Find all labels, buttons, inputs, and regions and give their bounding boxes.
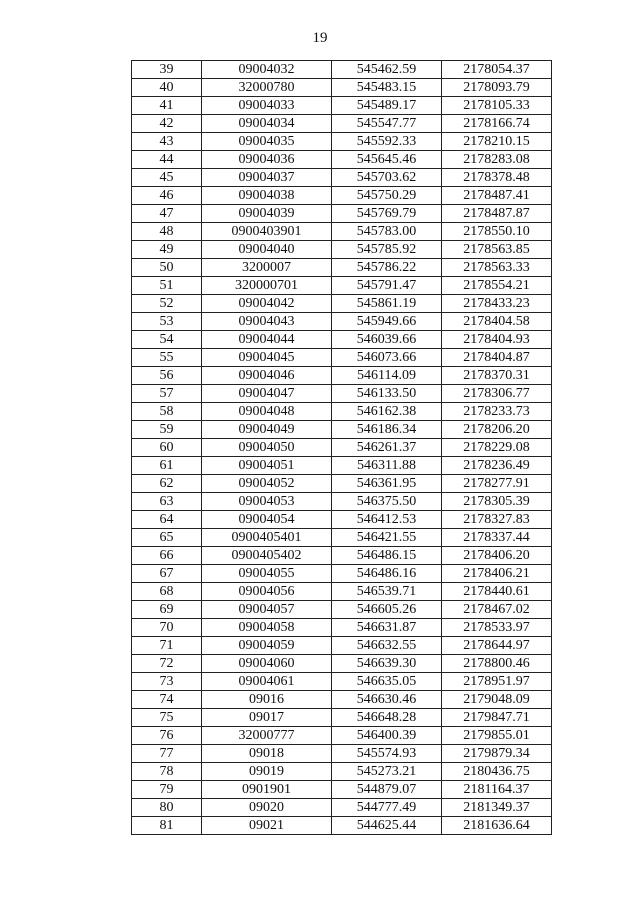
y-coordinate-cell: 2181636.64 xyxy=(442,817,552,835)
point-code-cell: 09004037 xyxy=(202,169,332,187)
point-code-cell: 09004048 xyxy=(202,403,332,421)
x-coordinate-cell: 546186.34 xyxy=(332,421,442,439)
y-coordinate-cell: 2178554.21 xyxy=(442,277,552,295)
table-row xyxy=(132,187,552,205)
table-row xyxy=(132,655,552,673)
point-number-cell: 65 xyxy=(132,529,202,547)
table-row xyxy=(132,133,552,151)
x-coordinate-cell: 546261.37 xyxy=(332,439,442,457)
x-coordinate-cell: 546486.16 xyxy=(332,565,442,583)
y-coordinate-cell: 2178105.33 xyxy=(442,97,552,115)
point-code-cell: 09004047 xyxy=(202,385,332,403)
point-code-cell: 09004042 xyxy=(202,295,332,313)
y-coordinate-cell: 2178533.97 xyxy=(442,619,552,637)
point-number-cell: 54 xyxy=(132,331,202,349)
point-code-cell: 09004050 xyxy=(202,439,332,457)
table-row xyxy=(132,385,552,403)
x-coordinate-cell: 546400.39 xyxy=(332,727,442,745)
point-number-cell: 64 xyxy=(132,511,202,529)
y-coordinate-cell: 2181349.37 xyxy=(442,799,552,817)
point-code-cell: 09004058 xyxy=(202,619,332,637)
x-coordinate-cell: 545703.62 xyxy=(332,169,442,187)
x-coordinate-cell: 545783.00 xyxy=(332,223,442,241)
table-row xyxy=(132,223,552,241)
y-coordinate-cell: 2178370.31 xyxy=(442,367,552,385)
x-coordinate-cell: 545786.22 xyxy=(332,259,442,277)
point-code-cell: 09016 xyxy=(202,691,332,709)
table-row xyxy=(132,583,552,601)
point-code-cell: 09004045 xyxy=(202,349,332,367)
point-code-cell: 09004033 xyxy=(202,97,332,115)
point-number-cell: 78 xyxy=(132,763,202,781)
table-row xyxy=(132,421,552,439)
x-coordinate-cell: 545785.92 xyxy=(332,241,442,259)
point-number-cell: 48 xyxy=(132,223,202,241)
point-number-cell: 71 xyxy=(132,637,202,655)
point-code-cell: 09004046 xyxy=(202,367,332,385)
point-number-cell: 49 xyxy=(132,241,202,259)
point-code-cell: 09020 xyxy=(202,799,332,817)
x-coordinate-cell: 546039.66 xyxy=(332,331,442,349)
point-code-cell: 09004032 xyxy=(202,61,332,79)
point-code-cell: 09004040 xyxy=(202,241,332,259)
y-coordinate-cell: 2178563.33 xyxy=(442,259,552,277)
point-number-cell: 63 xyxy=(132,493,202,511)
x-coordinate-cell: 545574.93 xyxy=(332,745,442,763)
x-coordinate-cell: 546630.46 xyxy=(332,691,442,709)
point-number-cell: 53 xyxy=(132,313,202,331)
y-coordinate-cell: 2178433.23 xyxy=(442,295,552,313)
y-coordinate-cell: 2178283.08 xyxy=(442,151,552,169)
table-row xyxy=(132,709,552,727)
x-coordinate-cell: 546421.55 xyxy=(332,529,442,547)
point-number-cell: 52 xyxy=(132,295,202,313)
y-coordinate-cell: 2178210.15 xyxy=(442,133,552,151)
y-coordinate-cell: 2178440.61 xyxy=(442,583,552,601)
y-coordinate-cell: 2178487.41 xyxy=(442,187,552,205)
coordinates-table-body xyxy=(132,61,552,835)
point-code-cell: 09004038 xyxy=(202,187,332,205)
table-row xyxy=(132,727,552,745)
point-code-cell: 09004049 xyxy=(202,421,332,439)
x-coordinate-cell: 545547.77 xyxy=(332,115,442,133)
y-coordinate-cell: 2179855.01 xyxy=(442,727,552,745)
x-coordinate-cell: 545273.21 xyxy=(332,763,442,781)
x-coordinate-cell: 545645.46 xyxy=(332,151,442,169)
x-coordinate-cell: 546605.26 xyxy=(332,601,442,619)
point-number-cell: 46 xyxy=(132,187,202,205)
table-row xyxy=(132,61,552,79)
point-code-cell: 09004044 xyxy=(202,331,332,349)
table-row xyxy=(132,799,552,817)
table-row xyxy=(132,349,552,367)
point-number-cell: 40 xyxy=(132,79,202,97)
point-code-cell: 09019 xyxy=(202,763,332,781)
y-coordinate-cell: 2178337.44 xyxy=(442,529,552,547)
point-code-cell: 09021 xyxy=(202,817,332,835)
point-number-cell: 70 xyxy=(132,619,202,637)
x-coordinate-cell: 546486.15 xyxy=(332,547,442,565)
point-code-cell: 09004059 xyxy=(202,637,332,655)
point-code-cell: 09004054 xyxy=(202,511,332,529)
table-row xyxy=(132,691,552,709)
point-code-cell: 32000780 xyxy=(202,79,332,97)
x-coordinate-cell: 545791.47 xyxy=(332,277,442,295)
point-number-cell: 60 xyxy=(132,439,202,457)
x-coordinate-cell: 546648.28 xyxy=(332,709,442,727)
point-number-cell: 42 xyxy=(132,115,202,133)
point-code-cell: 0900405402 xyxy=(202,547,332,565)
page-number: 19 xyxy=(312,30,328,46)
point-number-cell: 68 xyxy=(132,583,202,601)
point-number-cell: 79 xyxy=(132,781,202,799)
table-row xyxy=(132,205,552,223)
y-coordinate-cell: 2178327.83 xyxy=(442,511,552,529)
x-coordinate-cell: 546162.38 xyxy=(332,403,442,421)
point-code-cell: 09004034 xyxy=(202,115,332,133)
y-coordinate-cell: 2178054.37 xyxy=(442,61,552,79)
table-row xyxy=(132,79,552,97)
point-number-cell: 58 xyxy=(132,403,202,421)
table-row xyxy=(132,241,552,259)
y-coordinate-cell: 2178404.87 xyxy=(442,349,552,367)
x-coordinate-cell: 546311.88 xyxy=(332,457,442,475)
table-row xyxy=(132,97,552,115)
point-code-cell: 09004043 xyxy=(202,313,332,331)
x-coordinate-cell: 544777.49 xyxy=(332,799,442,817)
y-coordinate-cell: 2178378.48 xyxy=(442,169,552,187)
point-number-cell: 73 xyxy=(132,673,202,691)
y-coordinate-cell: 2178306.77 xyxy=(442,385,552,403)
point-code-cell: 32000777 xyxy=(202,727,332,745)
point-number-cell: 77 xyxy=(132,745,202,763)
x-coordinate-cell: 546133.50 xyxy=(332,385,442,403)
point-code-cell: 09004057 xyxy=(202,601,332,619)
table-row xyxy=(132,475,552,493)
y-coordinate-cell: 2178404.93 xyxy=(442,331,552,349)
y-coordinate-cell: 2178229.08 xyxy=(442,439,552,457)
table-row xyxy=(132,295,552,313)
y-coordinate-cell: 2178563.85 xyxy=(442,241,552,259)
table-row xyxy=(132,115,552,133)
y-coordinate-cell: 2179048.09 xyxy=(442,691,552,709)
y-coordinate-cell: 2178800.46 xyxy=(442,655,552,673)
table-row xyxy=(132,313,552,331)
x-coordinate-cell: 546631.87 xyxy=(332,619,442,637)
table-row xyxy=(132,547,552,565)
x-coordinate-cell: 546361.95 xyxy=(332,475,442,493)
table-row xyxy=(132,763,552,781)
point-number-cell: 55 xyxy=(132,349,202,367)
y-coordinate-cell: 2179847.71 xyxy=(442,709,552,727)
point-number-cell: 45 xyxy=(132,169,202,187)
point-code-cell: 3200007 xyxy=(202,259,332,277)
point-number-cell: 67 xyxy=(132,565,202,583)
point-number-cell: 57 xyxy=(132,385,202,403)
x-coordinate-cell: 546114.09 xyxy=(332,367,442,385)
point-code-cell: 09004053 xyxy=(202,493,332,511)
table-row xyxy=(132,637,552,655)
table-row xyxy=(132,367,552,385)
point-number-cell: 81 xyxy=(132,817,202,835)
x-coordinate-cell: 544879.07 xyxy=(332,781,442,799)
point-number-cell: 76 xyxy=(132,727,202,745)
point-number-cell: 59 xyxy=(132,421,202,439)
point-code-cell: 09004052 xyxy=(202,475,332,493)
table-row xyxy=(132,601,552,619)
point-code-cell: 09004061 xyxy=(202,673,332,691)
point-number-cell: 80 xyxy=(132,799,202,817)
x-coordinate-cell: 545769.79 xyxy=(332,205,442,223)
y-coordinate-cell: 2181164.37 xyxy=(442,781,552,799)
table-row xyxy=(132,457,552,475)
point-code-cell: 09004060 xyxy=(202,655,332,673)
table-row xyxy=(132,511,552,529)
table-row xyxy=(132,817,552,835)
y-coordinate-cell: 2178404.58 xyxy=(442,313,552,331)
point-code-cell: 0900405401 xyxy=(202,529,332,547)
point-code-cell: 09004051 xyxy=(202,457,332,475)
x-coordinate-cell: 546539.71 xyxy=(332,583,442,601)
coordinates-table xyxy=(131,60,552,835)
y-coordinate-cell: 2178236.49 xyxy=(442,457,552,475)
point-code-cell: 320000701 xyxy=(202,277,332,295)
table-row xyxy=(132,673,552,691)
table-row xyxy=(132,565,552,583)
table-row xyxy=(132,619,552,637)
x-coordinate-cell: 545489.17 xyxy=(332,97,442,115)
point-number-cell: 66 xyxy=(132,547,202,565)
table-row xyxy=(132,277,552,295)
y-coordinate-cell: 2178206.20 xyxy=(442,421,552,439)
point-code-cell: 09004055 xyxy=(202,565,332,583)
y-coordinate-cell: 2180436.75 xyxy=(442,763,552,781)
point-number-cell: 62 xyxy=(132,475,202,493)
y-coordinate-cell: 2178951.97 xyxy=(442,673,552,691)
y-coordinate-cell: 2178644.97 xyxy=(442,637,552,655)
point-number-cell: 47 xyxy=(132,205,202,223)
point-code-cell: 0901901 xyxy=(202,781,332,799)
y-coordinate-cell: 2178550.10 xyxy=(442,223,552,241)
table-row xyxy=(132,151,552,169)
y-coordinate-cell: 2178166.74 xyxy=(442,115,552,133)
y-coordinate-cell: 2178093.79 xyxy=(442,79,552,97)
x-coordinate-cell: 545949.66 xyxy=(332,313,442,331)
x-coordinate-cell: 546073.66 xyxy=(332,349,442,367)
point-number-cell: 69 xyxy=(132,601,202,619)
y-coordinate-cell: 2178487.87 xyxy=(442,205,552,223)
y-coordinate-cell: 2178305.39 xyxy=(442,493,552,511)
point-code-cell: 0900403901 xyxy=(202,223,332,241)
y-coordinate-cell: 2178406.21 xyxy=(442,565,552,583)
y-coordinate-cell: 2178406.20 xyxy=(442,547,552,565)
point-code-cell: 09018 xyxy=(202,745,332,763)
point-code-cell: 09004035 xyxy=(202,133,332,151)
x-coordinate-cell: 544625.44 xyxy=(332,817,442,835)
table-row xyxy=(132,439,552,457)
x-coordinate-cell: 545462.59 xyxy=(332,61,442,79)
x-coordinate-cell: 546639.30 xyxy=(332,655,442,673)
y-coordinate-cell: 2178277.91 xyxy=(442,475,552,493)
x-coordinate-cell: 546632.55 xyxy=(332,637,442,655)
table-row xyxy=(132,745,552,763)
point-number-cell: 43 xyxy=(132,133,202,151)
table-row xyxy=(132,781,552,799)
point-code-cell: 09004036 xyxy=(202,151,332,169)
y-coordinate-cell: 2178233.73 xyxy=(442,403,552,421)
point-number-cell: 72 xyxy=(132,655,202,673)
point-number-cell: 41 xyxy=(132,97,202,115)
point-number-cell: 50 xyxy=(132,259,202,277)
table-row xyxy=(132,169,552,187)
table-row xyxy=(132,529,552,547)
table-row xyxy=(132,259,552,277)
x-coordinate-cell: 545483.15 xyxy=(332,79,442,97)
point-code-cell: 09004039 xyxy=(202,205,332,223)
point-number-cell: 56 xyxy=(132,367,202,385)
table-row xyxy=(132,331,552,349)
x-coordinate-cell: 545750.29 xyxy=(332,187,442,205)
table-row xyxy=(132,403,552,421)
point-number-cell: 39 xyxy=(132,61,202,79)
point-number-cell: 51 xyxy=(132,277,202,295)
point-number-cell: 74 xyxy=(132,691,202,709)
x-coordinate-cell: 546412.53 xyxy=(332,511,442,529)
x-coordinate-cell: 546375.50 xyxy=(332,493,442,511)
point-code-cell: 09017 xyxy=(202,709,332,727)
x-coordinate-cell: 545861.19 xyxy=(332,295,442,313)
point-number-cell: 44 xyxy=(132,151,202,169)
y-coordinate-cell: 2178467.02 xyxy=(442,601,552,619)
point-number-cell: 75 xyxy=(132,709,202,727)
table-row xyxy=(132,493,552,511)
x-coordinate-cell: 545592.33 xyxy=(332,133,442,151)
point-code-cell: 09004056 xyxy=(202,583,332,601)
x-coordinate-cell: 546635.05 xyxy=(332,673,442,691)
y-coordinate-cell: 2179879.34 xyxy=(442,745,552,763)
point-number-cell: 61 xyxy=(132,457,202,475)
